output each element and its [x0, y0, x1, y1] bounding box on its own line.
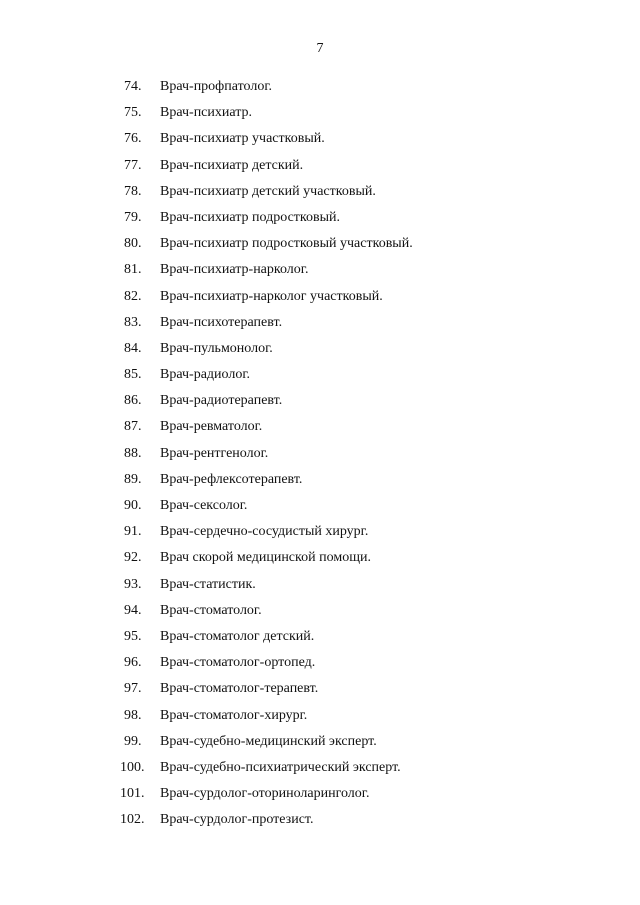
- list-item: [0, 601, 640, 627]
- item-number: 96.: [124, 655, 142, 671]
- item-text: Врач-психиатр участковый.: [160, 131, 325, 147]
- list-item: [0, 470, 640, 496]
- item-number: 100.: [120, 759, 145, 775]
- item-text: Врач-стоматолог-терапевт.: [160, 681, 319, 697]
- item-text: Врач-стоматолог-ортопед.: [160, 655, 316, 671]
- item-text: Врач-психотерапевт.: [160, 314, 283, 330]
- item-text: Врач-рефлексотерапевт.: [160, 471, 303, 487]
- item-number: 86.: [124, 393, 142, 409]
- item-number: 94.: [124, 602, 142, 618]
- item-number: 76.: [124, 131, 142, 147]
- item-text: Врач скорой медицинской помощи.: [160, 550, 371, 566]
- item-text: Врач-ревматолог.: [160, 419, 263, 435]
- item-text: Врач-стоматолог.: [160, 602, 262, 618]
- item-text: Врач-стоматолог-хирург.: [160, 707, 308, 723]
- list-item: [0, 732, 640, 758]
- list-item: [0, 287, 640, 313]
- list-item: [0, 208, 640, 234]
- list-item: [0, 784, 640, 810]
- item-text: Врач-психиатр детский.: [160, 157, 304, 173]
- item-text: Врач-судебно-психиатрический эксперт.: [160, 759, 401, 775]
- list-item: [0, 627, 640, 653]
- item-number: 81.: [124, 262, 142, 278]
- item-number: 87.: [124, 419, 142, 435]
- specialty-list: [0, 77, 640, 836]
- list-item: [0, 679, 640, 705]
- item-text: Врач-радиолог.: [160, 367, 250, 383]
- item-number: 93.: [124, 576, 142, 592]
- item-text: Врач-стоматолог детский.: [160, 628, 315, 644]
- item-text: Врач-радиотерапевт.: [160, 393, 283, 409]
- item-number: 85.: [124, 367, 142, 383]
- item-text: Врач-профпатолог.: [160, 79, 272, 94]
- list-item: [0, 575, 640, 601]
- item-text: Врач-статистик.: [160, 576, 256, 592]
- list-item: [0, 339, 640, 365]
- item-number: 83.: [124, 314, 142, 330]
- list-item: [0, 260, 640, 286]
- item-number: 74.: [124, 79, 142, 94]
- list-item: [0, 810, 640, 836]
- item-number: 97.: [124, 681, 142, 697]
- list-item: [0, 444, 640, 470]
- item-number: 88.: [124, 445, 142, 461]
- item-number: 77.: [124, 157, 142, 173]
- list-item: [0, 182, 640, 208]
- item-number: 90.: [124, 498, 142, 513]
- item-number: 80.: [124, 236, 142, 252]
- item-text: Врач-рентгенолог.: [160, 445, 269, 461]
- list-item: [0, 496, 640, 522]
- item-number: 91.: [124, 524, 142, 540]
- item-number: 101.: [120, 786, 145, 802]
- item-number: 92.: [124, 550, 142, 566]
- item-number: 84.: [124, 340, 142, 356]
- item-number: 98.: [124, 707, 142, 723]
- list-item: [0, 653, 640, 679]
- list-item: [0, 522, 640, 548]
- item-text: Врач-судебно-медицинский эксперт.: [160, 733, 377, 749]
- list-item: [0, 156, 640, 182]
- item-text: Врач-психиатр.: [160, 105, 253, 121]
- item-number: 99.: [124, 733, 142, 749]
- item-text: Врач-психиатр-нарколог участковый.: [160, 288, 383, 304]
- list-item: [0, 706, 640, 732]
- item-text: Врач-психиатр подростковый участковый.: [160, 236, 413, 252]
- list-item: [0, 548, 640, 574]
- item-text: Врач-сурдолог-оториноларинголог.: [160, 786, 370, 802]
- list-item: [0, 417, 640, 443]
- item-number: 102.: [120, 812, 145, 828]
- list-item: [0, 129, 640, 155]
- item-text: Врач-психиатр детский участковый.: [160, 183, 376, 199]
- list-item: [0, 103, 640, 129]
- item-number: 78.: [124, 183, 142, 199]
- item-text: Врач-психиатр подростковый.: [160, 209, 341, 225]
- list-item: [0, 313, 640, 339]
- list-item: [0, 77, 640, 103]
- list-item: [0, 758, 640, 784]
- item-number: 75.: [124, 105, 142, 121]
- list-item: [0, 365, 640, 391]
- page-number: 7: [316, 41, 324, 56]
- list-item: [0, 391, 640, 417]
- item-text: Врач-сердечно-сосудистый хирург.: [160, 524, 369, 540]
- list-item: [0, 234, 640, 260]
- item-text: Врач-психиатр-нарколог.: [160, 262, 309, 278]
- item-text: Врач-сурдолог-протезист.: [160, 812, 314, 828]
- item-number: 95.: [124, 628, 142, 644]
- item-number: 89.: [124, 471, 142, 487]
- item-text: Врач-сексолог.: [160, 498, 248, 513]
- item-number: 79.: [124, 209, 142, 225]
- item-text: Врач-пульмонолог.: [160, 340, 273, 356]
- item-number: 82.: [124, 288, 142, 304]
